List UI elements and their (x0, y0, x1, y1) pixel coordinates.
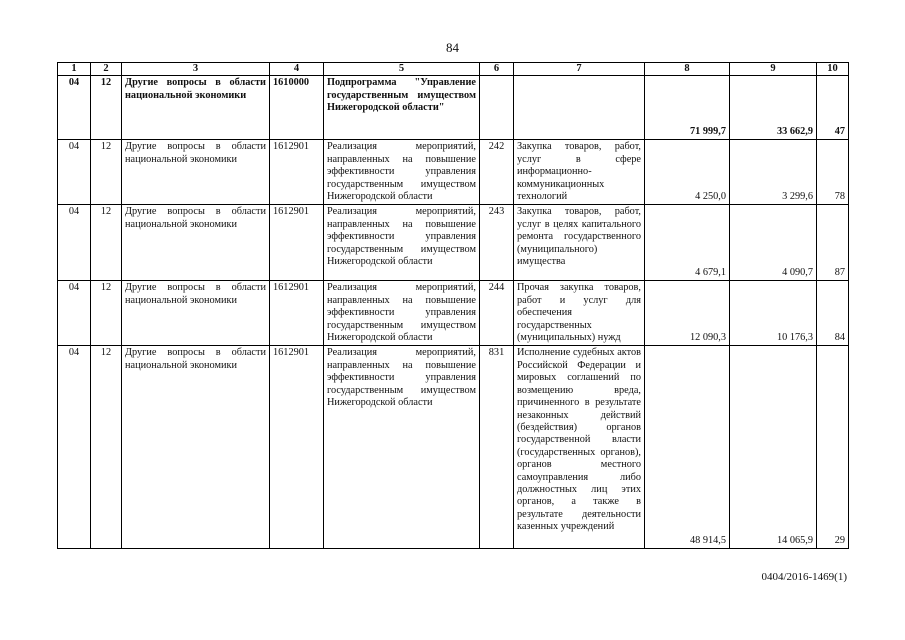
table-row (58, 76, 849, 140)
executed-amount: 14 065,9 (730, 346, 817, 549)
planned-amount: 48 914,5 (645, 346, 730, 549)
program-name: Реализация мероприятий, направленных на повышение эффективности управления государственным имуществом Нижегородской области (324, 205, 480, 281)
target-article-code: 1612901 (270, 140, 324, 205)
target-article-code: 1612901 (270, 346, 324, 549)
table-row (58, 205, 849, 281)
page-number: 84 (446, 40, 459, 55)
subsection-code: 12 (91, 281, 122, 346)
program-name: Реализация мероприятий, направленных на повышение эффективности управления государственным имуществом Нижегородской области (324, 281, 480, 346)
expense-type-name (514, 76, 645, 140)
planned-amount: 4 250,0 (645, 140, 730, 205)
subsection-code: 12 (91, 205, 122, 281)
target-article-code: 1612901 (270, 205, 324, 281)
section-code: 04 (58, 76, 91, 140)
expense-type-name: Исполнение судебных актов Российской Федерации и мировых соглашений по возмещению вреда, причиненного в результате незаконных действий (бездействия) органов государственной власти (государственных органов), органов местного самоуправления либо должностных лиц этих органов, а также в результате деятельности казенных учреждений (514, 346, 645, 549)
header-row (58, 63, 849, 76)
section-name: Другие вопросы в области национальной экономики (122, 281, 270, 346)
execution-percent: 84 (817, 281, 849, 346)
execution-percent: 47 (817, 76, 849, 140)
expense-type-code: 244 (480, 281, 514, 346)
header-cell-5: 5 (324, 63, 480, 76)
executed-amount: 4 090,7 (730, 205, 817, 281)
execution-percent: 87 (817, 205, 849, 281)
document-code: 0404/2016-1469(1) (761, 571, 847, 583)
subsection-code: 12 (91, 140, 122, 205)
section-name: Другие вопросы в области национальной экономики (122, 76, 270, 140)
program-name: Реализация мероприятий, направленных на повышение эффективности управления государственным имуществом Нижегородской области (324, 346, 480, 549)
expense-type-name: Прочая закупка товаров, работ и услуг для обеспечения государственных (муниципальных) нужд (514, 281, 645, 346)
header-cell-7: 7 (514, 63, 645, 76)
section-name: Другие вопросы в области национальной экономики (122, 140, 270, 205)
executed-amount: 10 176,3 (730, 281, 817, 346)
execution-percent: 29 (817, 346, 849, 549)
header-cell-4: 4 (270, 63, 324, 76)
planned-amount: 4 679,1 (645, 205, 730, 281)
header-cell-6: 6 (480, 63, 514, 76)
section-code: 04 (58, 281, 91, 346)
header-cell-10: 10 (817, 63, 849, 76)
section-code: 04 (58, 205, 91, 281)
header-cell-2: 2 (91, 63, 122, 76)
header-cell-1: 1 (58, 63, 91, 76)
expense-type-name: Закупка товаров, работ, услуг в сфере информационно-коммуникационных технологий (514, 140, 645, 205)
section-code: 04 (58, 140, 91, 205)
table-row (58, 140, 849, 205)
expense-type-code: 831 (480, 346, 514, 549)
executed-amount: 33 662,9 (730, 76, 817, 140)
subsection-code: 12 (91, 76, 122, 140)
target-article-code: 1612901 (270, 281, 324, 346)
planned-amount: 12 090,3 (645, 281, 730, 346)
subsection-code: 12 (91, 346, 122, 549)
table-row (58, 346, 849, 549)
executed-amount: 3 299,6 (730, 140, 817, 205)
section-name: Другие вопросы в области национальной экономики (122, 346, 270, 549)
section-name: Другие вопросы в области национальной экономики (122, 205, 270, 281)
table-row (58, 281, 849, 346)
header-cell-9: 9 (730, 63, 817, 76)
expense-type-code (480, 76, 514, 140)
expense-type-name: Закупка товаров, работ, услуг в целях капитального ремонта государственного (муниципального) имущества (514, 205, 645, 281)
target-article-code: 1610000 (270, 76, 324, 140)
planned-amount: 71 999,7 (645, 76, 730, 140)
program-name: Реализация мероприятий, направленных на повышение эффективности управления государственным имуществом Нижегородской области (324, 140, 480, 205)
header-cell-8: 8 (645, 63, 730, 76)
expense-type-code: 242 (480, 140, 514, 205)
section-code: 04 (58, 346, 91, 549)
execution-percent: 78 (817, 140, 849, 205)
program-name: Подпрограмма "Управление государственным имуществом Нижегородской области" (324, 76, 480, 140)
budget-table (57, 62, 849, 549)
expense-type-code: 243 (480, 205, 514, 281)
header-cell-3: 3 (122, 63, 270, 76)
